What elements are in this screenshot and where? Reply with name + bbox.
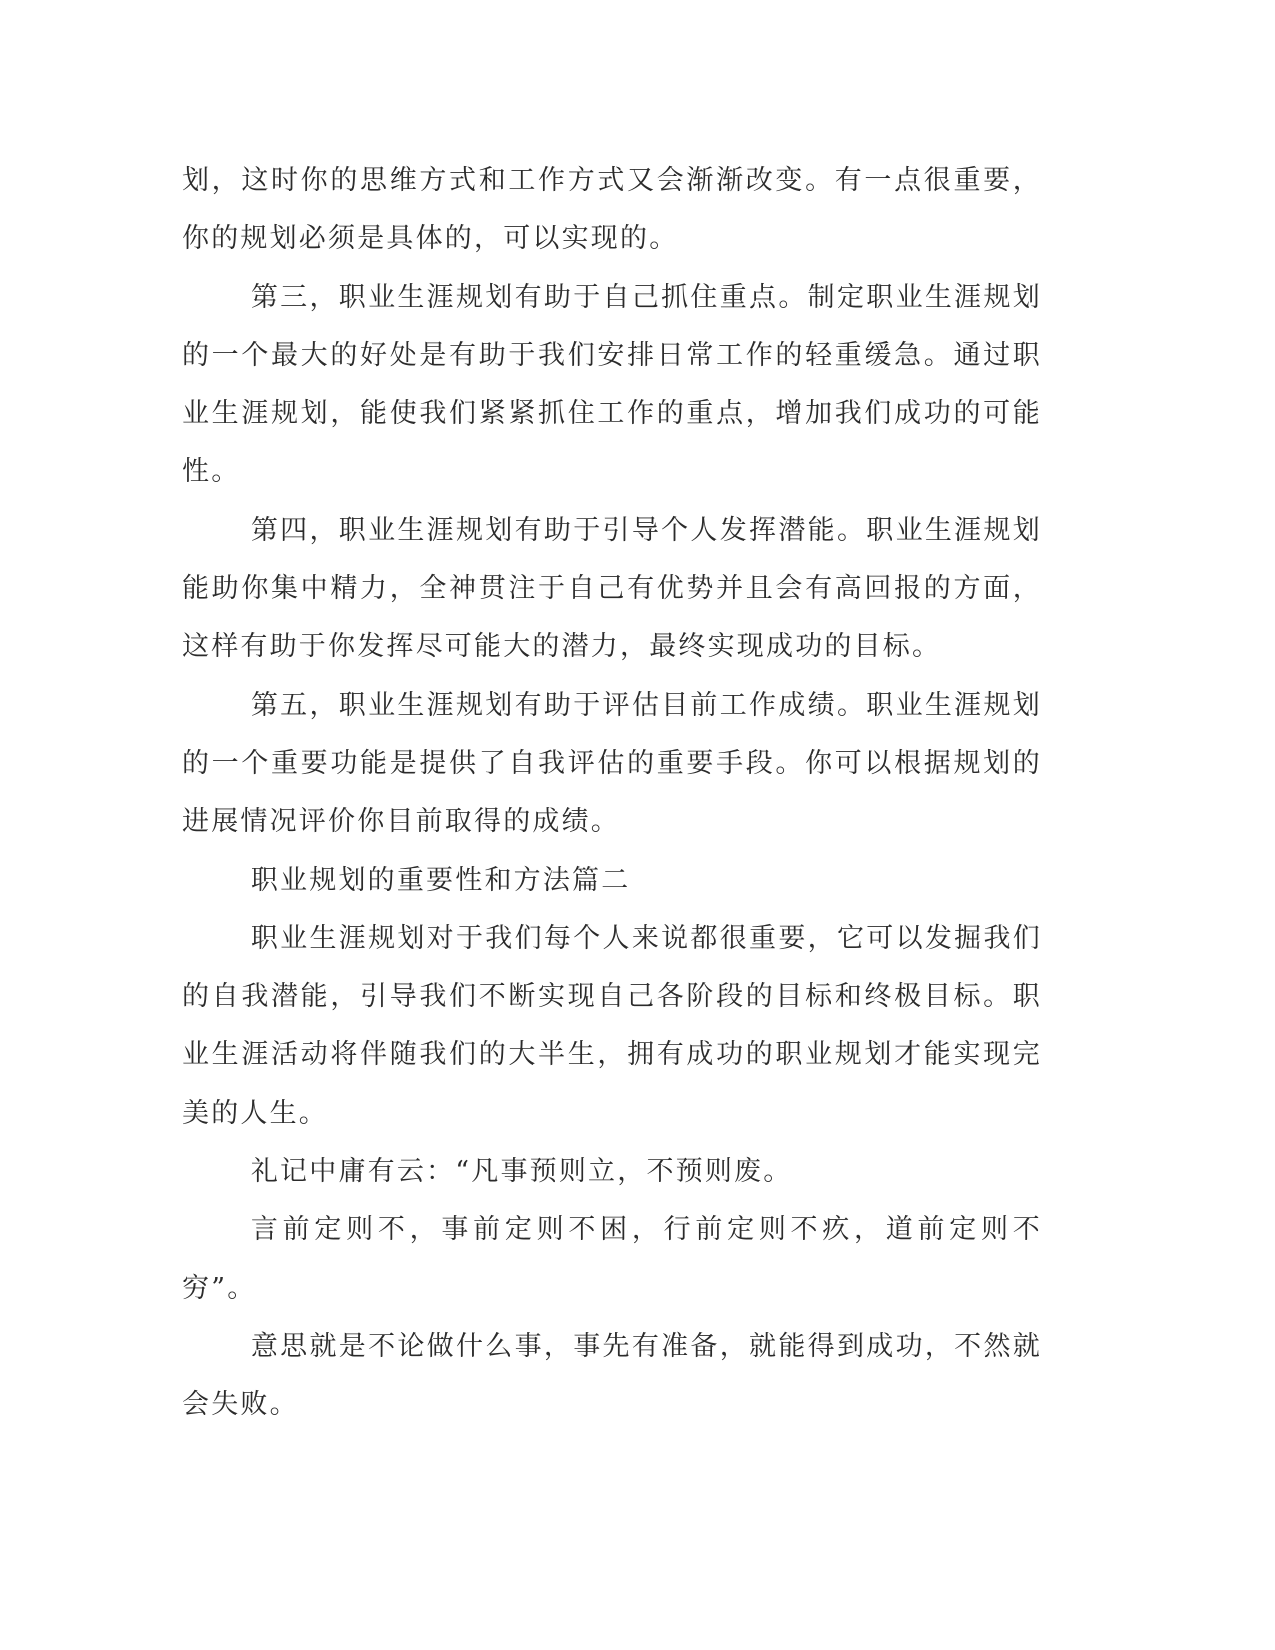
paragraph-intro: 职业生涯规划对于我们每个人来说都很重要，它可以发掘我们的自我潜能，引导我们不断实现自己各阶段的目标和终极目标。职业生涯活动将伴随我们的大半生，拥有成功的职业规划才能实现完美的人生。 (182, 922, 1042, 1129)
section-heading: 职业规划的重要性和方法篇二 (250, 864, 631, 896)
paragraph-continuation: 划，这时你的思维方式和工作方式又会渐渐改变。有一点很重要，你的规划必须是具体的，可以实现的。 (182, 165, 1042, 255)
paragraph-explanation: 意思就是不论做什么事，事先有准备，就能得到成功，不然就会失败。 (182, 1330, 1042, 1421)
paragraph-quote-start: 礼记中庸有云：“凡事预则立，不预则废。 (250, 1156, 793, 1188)
paragraph-quote-end: 言前定则不，事前定则不困，行前定则不疚，道前定则不穷”。 (182, 1214, 1042, 1304)
paragraph-fourth-point: 第四，职业生涯规划有助于引导个人发挥潜能。职业生涯规划能助你集中精力，全神贯注于自己有优势并且会有高回报的方面，这样有助于你发挥尽可能大的潜力，最终实现成功的目标。 (182, 514, 1042, 663)
paragraph-fifth-point: 第五，职业生涯规划有助于评估目前工作成绩。职业生涯规划的一个重要功能是提供了自我评估的重要手段。你可以根据规划的进展情况评价你目前取得的成绩。 (182, 689, 1042, 838)
paragraph-third-point: 第三，职业生涯规划有助于自己抓住重点。制定职业生涯规划的一个最大的好处是有助于我们安排日常工作的轻重缓急。通过职业生涯规划，能使我们紧紧抓住工作的重点，增加我们成功的可能性。 (182, 281, 1042, 488)
document-body (182, 152, 1042, 1435)
